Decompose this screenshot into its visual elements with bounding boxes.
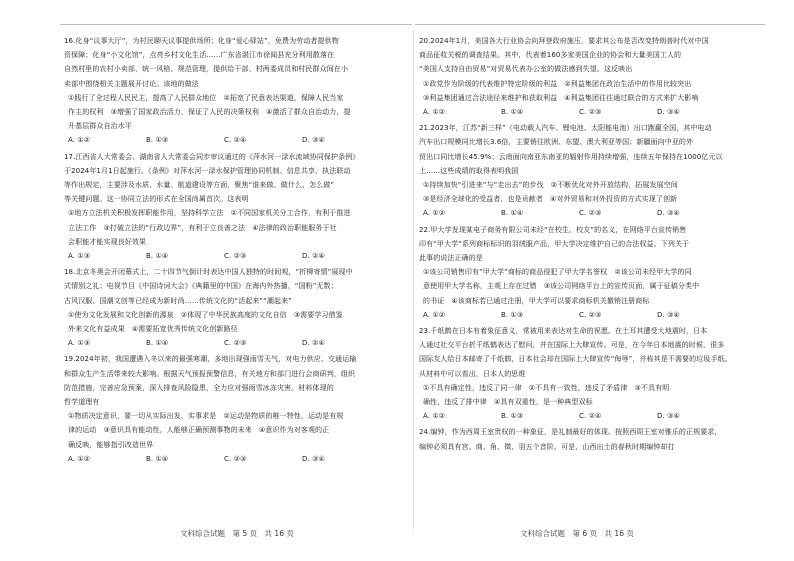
option-statement-line: ③利益集团通过合法途径来维护和获取利益 ④利益集团往往通过联合的方式来扩大影响	[423, 93, 699, 102]
answer-choice: C. ②④	[579, 412, 602, 421]
answer-choice: B. ①④	[146, 252, 169, 261]
page-divider	[413, 30, 414, 530]
question-q17	[64, 150, 412, 264]
question-stem-line: 商品征收关税的调查结果。其中，代表着160多家美国企业的协会和大量美国工人的	[419, 51, 682, 60]
answer-choice: B. ①④	[146, 454, 169, 463]
option-statement-line: ①使为文化发展和文化创新的源泉 ②体现了中华民族高度的文化自信 ③需要学习借鉴	[68, 310, 343, 319]
question-stem-line: 国际友人给日本邮寄了千纸鹤，日本社会却在国际上大肆宣传“侮辱”，并称其是不需要的垃圾手纸。	[419, 355, 732, 364]
option-statement-line: ①政党作为阶级的代表维护特定阶级的利益 ②利益集团在政治生活中的作用比较突出	[423, 79, 692, 88]
answer-choice: C. ②③	[579, 310, 602, 319]
left-page-column	[64, 34, 412, 468]
answer-choice: D. ③④	[657, 412, 680, 421]
question-stem-line: 和群众生产生活带来较大影响。根据天气预报预警信息，有关地方和部门进行会商研判，组织	[64, 369, 356, 378]
question-stem-line: 23.千纸鹤在日本有着象征意义，常被用来表达对生命的祝愿。在土耳其遭受大地震时，日本	[419, 327, 708, 336]
question-stem-line: 古风汉服、国潮文创等已经成为新时尚……传统文化的“活起来”“潮起来”	[64, 296, 292, 305]
question-q16	[64, 34, 412, 148]
option-statement-line: 意使用甲大学名称，主观上存在过错 ③该公司网络平台上的宣传页面，属于征稿分类中	[423, 282, 700, 291]
answer-choice: A. ①②	[423, 209, 446, 218]
question-stem-line: 资保障；化身“小文化馆”，点亮乡村文化生活……广东省湛江市徐闻县充分利用散落在	[64, 51, 335, 60]
footer-left: 文科综合试题 第 5 页 共 16 页	[180, 529, 294, 538]
question-q22	[419, 223, 767, 322]
question-stem-line: 编钟必须具有宫、商、角、徵、羽五个音阶。可是，山西出土的春秋时期编钟却打	[419, 442, 675, 451]
question-stem-line: 卖部中围绕相关主题展开讨论。该地的做法	[64, 79, 199, 88]
question-q21	[419, 121, 767, 220]
answer-choice: D. ③④	[657, 209, 680, 218]
question-stem-line: 17.江西省人大常委会、湖南省人大常委会同步审议通过的《萍水河一渌水流域协同保护条例》	[64, 152, 360, 161]
option-statement-line: 立法工作 ③打破立法的“行政边界”，有利于立良善之法 ④法律的政治职能服务于社	[68, 223, 337, 232]
answer-choice: C. ②③	[579, 209, 602, 218]
question-q24	[419, 425, 767, 453]
answer-choices	[68, 452, 412, 466]
question-stem-line: 22.甲大学发现某电子商务有限公司未经“在校生、校友”的名义，在网络平台宣传销售	[419, 225, 687, 234]
answer-choice: D. ②④	[302, 339, 325, 348]
question-stem-line: 18.北京冬奥会开闭幕式上，二十四节气倒计时表达中国人独特的时间观，“折柳寄情”展现中	[64, 268, 353, 277]
question-stem-line: 24.编钟，作为西周王室贵权的一种象征，是礼制最好的体现。按照西周王室对雅乐的正规要求，	[419, 428, 722, 437]
answer-choice: A. ①②	[68, 136, 91, 145]
question-stem-line: 上……这些成绩的取得表明我国	[419, 166, 519, 175]
answer-choice: D. ③④	[657, 108, 680, 117]
answer-choice: C. ②③	[224, 252, 247, 261]
option-statement-line: 确性，违反了排中律 ④具有双重性，是一种典型双标	[423, 398, 593, 407]
question-stem-line: 人通过社交平台折千纸鹤表达了慰问，并在国际上大肆宣传。可是，在今年日本地震的时候，很多	[419, 341, 725, 350]
question-stem-line: 等作出规定，主要涉及水质、水量、航道建设等方面，聚焦“谁来做、做什么、怎么做”	[64, 181, 335, 190]
question-stem-line: 印有“甲大学”系列商标标识的羽绒服产品，甲大学决定维护自己的合法权益。下列关于	[419, 239, 690, 248]
question-stem-line: “美国人支持自由贸易”对贸易代表办公室的做法感到失望。这反映出	[419, 65, 633, 74]
question-stem-line: 20.2024年1月，美国各大行业协会向拜登政府施压，要求其公布是否改变特朗普时代对中国	[419, 37, 709, 45]
question-stem-line: 此事的说法正确的是	[419, 254, 483, 263]
option-statement-line: 确反映，能够指引改造世界	[68, 440, 154, 449]
answer-choice: B. ①④	[146, 339, 169, 348]
question-stem-line: 16.化身“议事大厅”，为村民聊天议事提供场所；化身“爱心驿站”，免费为劳动者提供物	[64, 37, 339, 45]
option-statement-line: 会职能才能实现良好效果	[68, 237, 147, 246]
answer-choice: D. ②④	[302, 252, 325, 261]
answer-choice: A. ①②	[423, 108, 446, 117]
right-page-column	[419, 34, 767, 454]
question-stem-line: 汽车出口规模同比增长3.6倍，主要销往欧洲、东盟、澳大利亚等国；新疆面向中亚的外	[419, 138, 694, 147]
answer-choice: A. ①②	[68, 454, 91, 463]
question-stem-line: 19.2024年初，我国遭遇入冬以来的最强寒潮，多地出现强雨雪天气，对电力供应、交通运输	[64, 355, 357, 364]
option-statement-line: 律的运动 ③意识具有能动性，人能够正确预测事物的未来 ④意识作为对客观的正	[68, 426, 330, 435]
answer-choices	[423, 206, 767, 220]
question-stem-line: 等关键问题。这一协同立法的形式在全国尚属首次。这表明	[64, 195, 249, 204]
answer-choice: C. ②③	[224, 454, 247, 463]
question-q19	[64, 352, 412, 466]
top-rule-left	[60, 24, 412, 25]
answer-choice: A. ①②	[423, 412, 446, 421]
question-stem-line: 从材料中可以看出，日本人的思维	[419, 369, 526, 378]
question-stem-line: 自然村里的农村小卖部，统一风格、规范管理，提供给干部、村两委成员和村民群众间在小	[64, 65, 348, 74]
option-statement-line: ①践行了全过程人民民主，提高了人民群众地位 ②拓宽了民意表达渠道，保障人民当家	[68, 93, 344, 102]
option-statement-line: ①地方立法机关积极发挥职能作用，坚持科学立法 ②不同国家机关分工合作，有利于推进	[68, 209, 351, 218]
answer-choice: B. ①③	[501, 412, 524, 421]
answer-choice: B. ①③	[146, 136, 169, 145]
question-stem-line: 哲学道理有	[64, 398, 100, 407]
answer-choice: D. ③④	[302, 454, 325, 463]
top-rule-right	[415, 24, 765, 25]
answer-choice: C. ②③	[224, 339, 247, 348]
answer-choice: A. ①③	[68, 339, 91, 348]
option-statement-line: ①物质决定意识，要一切从实际出发，实事求是 ②运动是物质的唯一特性，运动是有规	[68, 412, 344, 421]
question-stem-line: 21.2023年，江苏“新三样”（电动载人汽车、锂电池、太阳能电池）出口跑赢全国，其中电动	[419, 124, 712, 133]
option-statement-line: 的书证 ④该商标若已通过注册，甲大学可以要求商标机关撤销注册商标	[423, 296, 650, 305]
option-statement-line: 作主的权利 ③增强了国家政治活力，保证了人民的决策权利 ④激活了群众自治动力，提	[68, 108, 351, 117]
answer-choices	[68, 249, 412, 263]
answer-choices	[423, 308, 767, 322]
answer-choice: A. ①③	[68, 252, 91, 261]
question-q18	[64, 265, 412, 350]
answer-choice: C. ②④	[224, 136, 247, 145]
answer-choices	[68, 133, 412, 147]
answer-choices	[68, 336, 412, 350]
option-statement-line: 外来文化有益成果 ④需要拓宽优秀传统文化创新路径	[68, 325, 238, 334]
answer-choices	[423, 409, 767, 423]
question-stem-line: 贸出口同比增长45.9%；云南面向南亚东南亚的辐射作用持续增强，连续五年保持在1000亿元以	[419, 152, 723, 161]
answer-choice: D. ③④	[657, 310, 680, 319]
question-q23	[419, 324, 767, 423]
option-statement-line: ①不具有确定性，违反了同一律 ②不具有一致性，违反了矛盾律 ③不具有明	[423, 383, 670, 392]
footer-right: 文科综合试题 第 6 页 共 16 页	[520, 529, 634, 538]
option-statement-line: 升基层群众自治水平	[68, 122, 132, 131]
answer-choice: B. ①③	[501, 310, 524, 319]
question-stem-line: 防范措施，完善应急预案，深入排查风险隐患，全力应对强雨雪冰冻灾害。材料体现的	[64, 383, 334, 392]
question-stem-line: 于2024年1月1日起施行。《条例》对萍水河一渌水保护管理协同机制、信息共享、执法联动	[64, 166, 351, 175]
answer-choice: D. ③④	[302, 136, 325, 145]
answer-choice: A. ①②	[423, 310, 446, 319]
answer-choices	[423, 105, 767, 119]
answer-choice: C. ②③	[579, 108, 602, 117]
question-q20	[419, 34, 767, 119]
answer-choice: B. ①④	[501, 108, 524, 117]
option-statement-line: ③是经济全球化的受益者，也是贡献者 ④对外贸易和对外投资的方式实现了创新	[423, 195, 678, 204]
option-statement-line: ①该公司销售印有“甲大学”商标的商品侵犯了甲大学名誉权 ②该公司未经甲大学的同	[423, 268, 692, 277]
question-stem-line: 式情别之礼；电视节目《中国诗词大会》《典籍里的中国》在海内外热播，“国粉”无数；	[64, 282, 338, 291]
option-statement-line: ①持续加快“引进来”与“走出去”的步伐 ②不断优化对外开放结构，拓展发展空间	[423, 181, 678, 190]
answer-choice: B. ①④	[501, 209, 524, 218]
